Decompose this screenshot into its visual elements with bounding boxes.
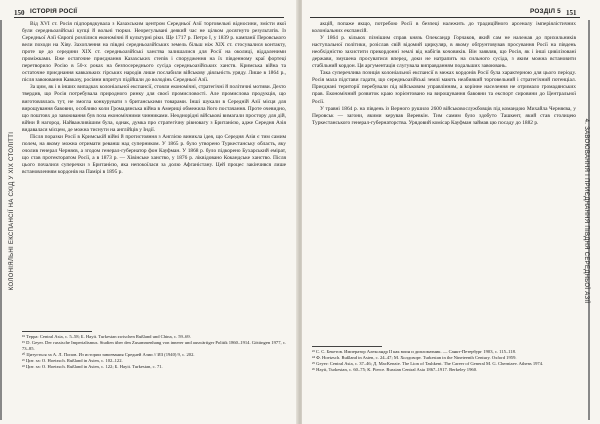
footnote: ¹⁸ Терра: Central Asia, с. 5–58; Б. Hayit. Turkestan zwischen Rußland und China, с. 59–69. <box>22 334 191 339</box>
paragraph: За цим, як і в інших випадках колоніальної експансії, стояли економічні, стратегічні й політичні мотиви. Дехто твердив, що Росія потребувала природного ринку для своєї промисловості. Але промислова продукція, що виготовлялась тут, не змогла конкурувати з британськими товарами. Інші шукали в Середній Азії місця для вирощування бавовни, особливо коли Громадянська війна в Америці обмежила його постачання. Проте очевидно, що поштовх до завоювання був поза економічними чинниками. Неоднорідні військові вимагали простору для дій, війни й нагород. Найважливішим була, однак, думка про стратегічну рівновагу з Британією, адже Середня Азія видавалася місцем, де можна тиснути на англійців у Індії. <box>22 84 286 133</box>
footnote: ²⁵ Geyer: Central Asia, с. 37–46; Д. MacKenzie. The Lion of Tashkent. The Career of General M. G. Cherniaev. Athens 1974. <box>312 360 544 366</box>
body-text <box>312 21 576 341</box>
paragraph: Від XVI ст. Росія підпорядкувала з Казахським центром Середньої Азії торговельні відносини, змісти якої були середньоазійські купці й вольні тюрки. Неорегульвані деякий час не цілком досягнуто результатів. Із Середньої Азії Європі розлілися економічні й культурні ріки. Ще 1717 р. Петро I, у 1839 р. кампанії Перовського вели походи на Хіву. Захоплення на півдні середньоазійських земель більш ніж XIX ст. стосувалися контакту, проте це до середини XIX ст. середньоазійські ханства залишалися для Росії на околиці, віддаленими проміжками. Вже остаточне приєднання Казахських степів і спорудження на їх південному краї фортеці перетворило Росію в 50-х роках на безпосереднього сусіда середньоазійських ханств. Кримська війна та остаточне приєднання кавказьких гірських народів лише послабили військову діяльність уряду. Лише в 1864 р., після завоювання Кавказу, росіяни впритул підійшли до володінь Середньої Азії. <box>22 21 286 84</box>
paragraph: У 1864 р. кількох пізнішим справ князь Олександр Горчаков, який сам не належав до прихильників наступальної політики, розіслав свій відомий циркуляр, в якому обґрунтовував просування Росії на південь необхідністю захистити прикордонні землі від набігів кочовиків. Він заявляв, що Росія, як і інші цивілізовані держави, змушена просуватися вперед, доки не натрапить на сильного сусіда, з яким можна встановити стабільний кордон. Ця аргументація слугувала виправданням подальших завоювань. <box>312 35 576 70</box>
header-rule <box>14 17 284 18</box>
paragraph: акцій, попаже якщо, потребою Росії в безпеці належить до традиційного арсеналу імперіялістичних колоніальних експансій. <box>312 21 576 35</box>
header-rule <box>310 17 580 18</box>
footnote: ²⁶ Hayit, Turkestan, с. 60–75; К. Pierce. Russian Central Asia 1867–1917. Berkeley 1960. <box>312 366 478 372</box>
left-page <box>0 0 298 424</box>
footnotes <box>22 334 286 418</box>
side-title: КОЛОНІЯЛЬНІ ЕКСПАНСІЇ НА СХІД У XIX СТОЛІТТІ <box>9 131 15 291</box>
paragraph: Після поразки Росії в Кримській війні й протистояння з Англією виникла ідея, що Середня Азія є тим самим полем, на якому можна отримати реванш над суперником. У 1865 р. було утворено Туркестанську область, яку очолив генерал Черняєв, а згодом генерал-губернатор фон Кауфман. У 1868 р. було підкорено Бухарський емірат, що став протекторатом Росії, а в 1873 р. — Хівінське ханство, у 1876 р. ліквідовано Кокандське ханство. Після цього почалися суперечки з Британією, яка непокоїлася за долю Афганістану. Цей процес закінчився лише встановленням кордонів на Памірі в 1895 р. <box>22 133 286 175</box>
footnote: ²⁰ Цитується за А. Л. Попов. Из истории завоевания Средней Азии // ИЗ (1940) 9, с. 202. <box>22 351 195 357</box>
footnote: ²² Цит. за: О. Hoetzsch. Rußland in Asien, с. 122; Б. Hayit. Turkestan, с. 71. <box>22 363 163 369</box>
footnote: ¹⁹ D. Geyer. Der russische Imperialismus. Studien über den Zusammenhang von innerer und auswärtiger Politik 1860–1914. Göttingen 1977, с. 73–85. <box>22 339 286 351</box>
margin-line <box>0 20 2 420</box>
body-text <box>22 21 286 325</box>
page-number: 150 <box>14 9 25 17</box>
footnote: ²⁴ Ф. Hoetzsch. Rußland in Asien, с. 24–47; М. Холдсворт. Turkestan in the Nineteenth Century. Oxford 1959. <box>312 354 517 360</box>
right-page <box>302 0 600 424</box>
paragraph: Така суперечлива позиція колоніальної експансії в межах кордонів Росії була характерною для цього періоду. Росія мала підстави гадати, що середньоазійські землі мають неабиякий торговельний і стратегічний потенціал. Приєднані території перебували під військовим управлінням, а корінне населення не отримало громадянських прав. Економічний розвиток краю зорієнтовано на вирощування бавовни та експорт сировини до Центральної Росії. <box>312 70 576 105</box>
running-head: РОЗДІЛ 5 <box>530 8 561 15</box>
footnote-rule <box>312 346 382 347</box>
page-number: 151 <box>566 9 577 17</box>
footnote: ²³ С. С. Бекетов. Император Александр II как воин и дипломатник. — Санкт-Петербург 1903, с. 115–118. <box>312 349 517 354</box>
footnote-rule <box>22 331 92 332</box>
footnote: ²¹ Цит. за: О. Hoetzsch. Rußland in Asien, с. 102–122. <box>22 357 123 363</box>
side-title: 4. ЗАВОЮВАННЯ І ПРИЄДНАННЯ ПІВДНЯ СЕРЕДНЬОЇ АЗІЇ <box>583 118 589 304</box>
paragraph: У травні 1864 р. на південь із Верного рушило 2600 військовослужбовців під командою Михайла Черняєва, у Перовськ — загони, якими керував Веревкін. Тим самим було здобуто Ташкент, який став столицею Туркестанського генерал-губернаторства. Урядовий комісар Кауфман займав цю посаду до 1882 р. <box>312 105 576 126</box>
footnotes <box>312 349 576 419</box>
running-head: ІСТОРІЯ РОСІЇ <box>30 8 78 15</box>
